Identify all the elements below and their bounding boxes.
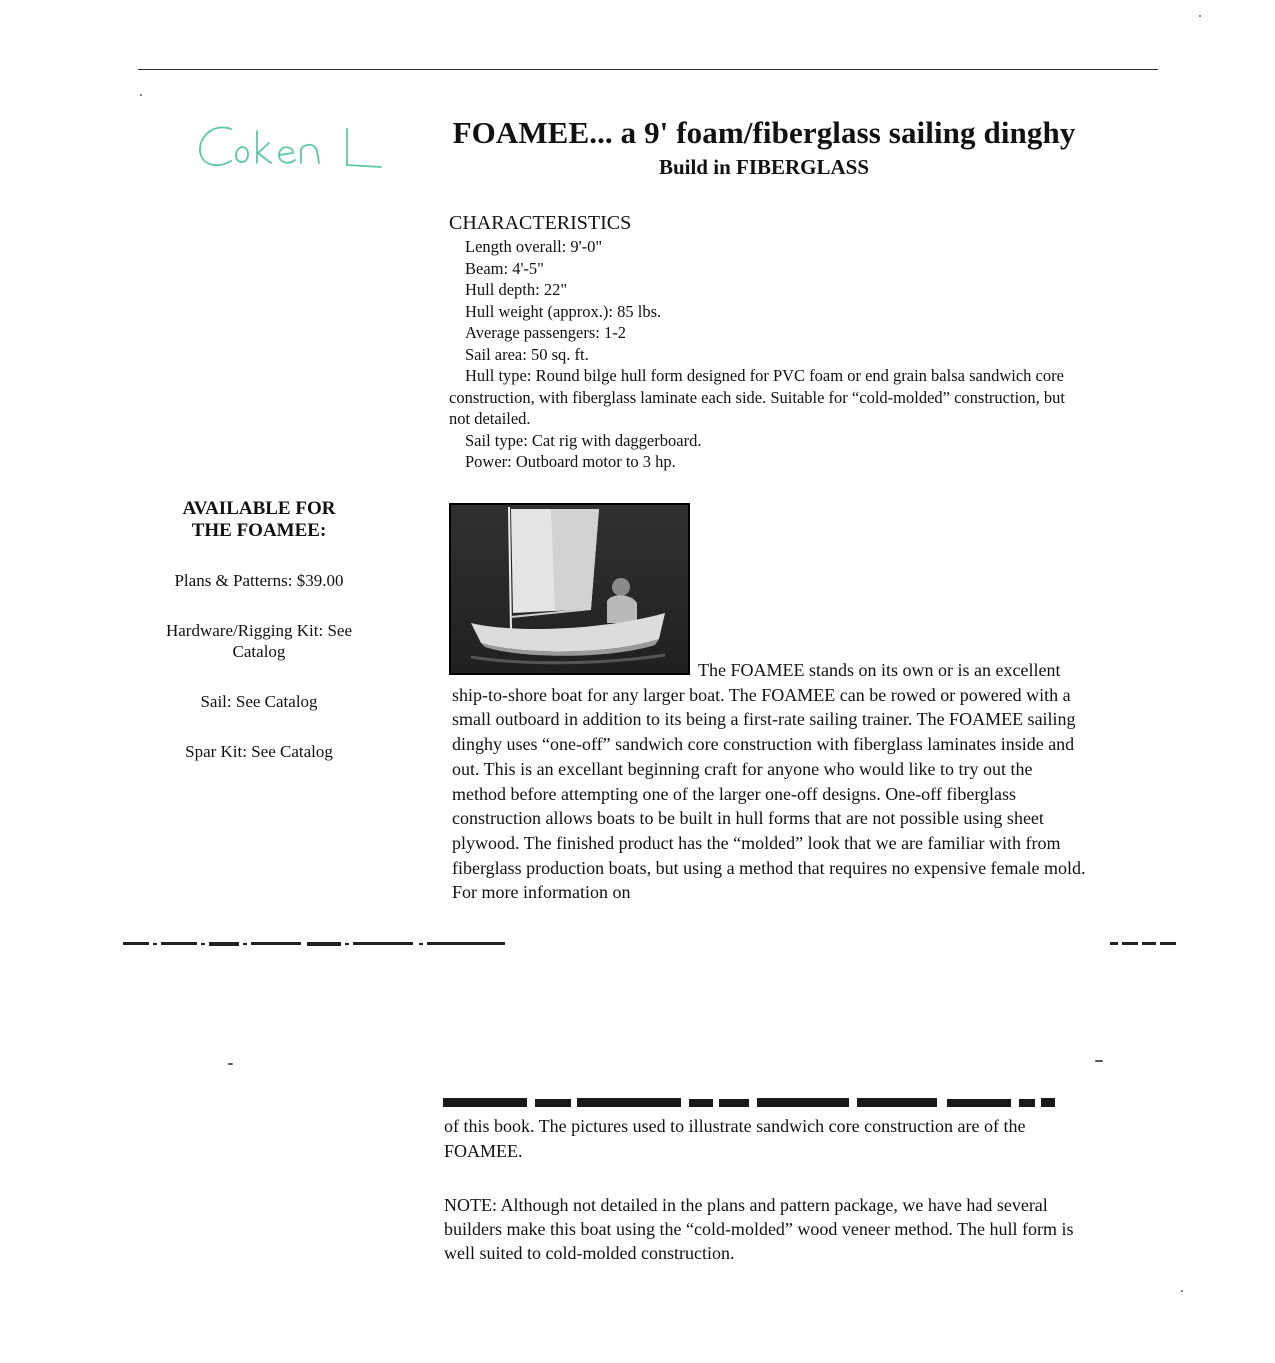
spec-length: Length overall: 9'-0" <box>465 237 603 256</box>
scan-speck <box>1095 1060 1103 1062</box>
note-text: NOTE: Although not detailed in the plans and pattern package, we have had several builders make this boat using the “cold-molded” wood veneer method. The hull form is well suited to cold-molded construction. <box>444 1195 1074 1263</box>
sidebar-item-plans: Plans & Patterns: $39.00 <box>174 571 344 590</box>
characteristics-heading: CHARACTERISTICS <box>449 212 632 234</box>
top-rule <box>138 69 1158 70</box>
spec-beam: Beam: 4'-5" <box>465 258 544 278</box>
boat-photo <box>449 503 690 675</box>
page-title: FOAMEE... a 9' foam/fiberglass sailing dinghy <box>452 115 1076 150</box>
spec-hull-depth: Hull depth: 22" <box>465 280 568 299</box>
date-footer-fragment <box>1110 939 1176 947</box>
spec-passengers: Average passengers: 1-2 <box>465 323 626 342</box>
scan-speck <box>228 1063 233 1065</box>
sidebar-item-hardware-kit: Hardware/Rigging Kit: See Catalog <box>165 621 352 661</box>
characteristics-section <box>449 210 1089 473</box>
availability-sidebar <box>130 498 388 791</box>
spec-power: Power: Outboard motor to 3 hp. <box>465 452 676 471</box>
sidebar-item-sail: Sail: See Catalog <box>200 692 318 711</box>
scan-speck <box>140 94 142 96</box>
spec-hull-type: Hull type: Round bilge hull form designed for PVC foam or end grain balsa sandwich core construction, with fiberglass laminate each side. Suitable for “cold-molded” construction, but not detailed. <box>449 366 1065 428</box>
boat-photo-image <box>451 505 688 673</box>
spec-hull-weight: Hull weight (approx.): 85 lbs. <box>465 301 662 321</box>
handwritten-note <box>195 115 395 190</box>
scan-speck <box>1181 1290 1183 1292</box>
spec-sail-area: Sail area: 50 sq. ft. <box>465 344 589 364</box>
page-subtitle: Build in FIBERGLASS <box>658 155 870 179</box>
description-text <box>452 658 1088 905</box>
clipped-text-line <box>443 1098 1055 1108</box>
scan-speck <box>1199 15 1201 17</box>
sidebar-heading-line2: THE FOAMEE: <box>191 520 327 541</box>
photo-wrap-spacer <box>452 658 698 679</box>
sidebar-heading <box>130 498 388 542</box>
continuation-text: of this book. The pictures used to illustrate sandwich core construction are of the FOAMEE. <box>444 1116 1026 1161</box>
url-footer-fragment <box>123 939 506 947</box>
sidebar-heading-line1: AVAILABLE FOR <box>182 498 336 519</box>
spec-sail-type: Sail type: Cat rig with daggerboard. <box>465 430 702 450</box>
sidebar-item-spar-kit: Spar Kit: See Catalog <box>185 742 333 761</box>
description-body: The FOAMEE stands on its own or is an excellent ship-to-shore boat for any larger boat. The FOAMEE can be rowed or powered with a small outboard in addition to its being a first-rate sailing trainer. The FOAMEE sailing dinghy uses “one-off” sandwich core construction with fiberglass laminates inside and out. This is an excellant beginning craft for anyone who would like to try out the method before attempting one of the larger one-off designs. One-off fiberglass construction allows boats to be built in hull forms that are not possible using sheet plywood. The finished product has the “molded” look that we are familiar with from fiberglass production boats, but using a method that requires no expensive female mold. For more information on <box>452 660 1086 903</box>
